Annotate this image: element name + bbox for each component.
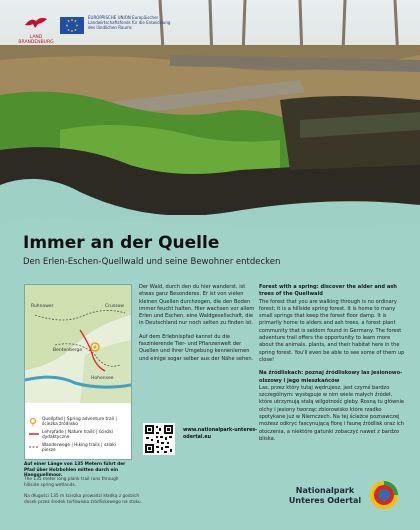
legend-label: Wanderwege | Hiking trails | szlaki piesze <box>42 443 116 453</box>
german-text-column <box>139 284 259 369</box>
trail-map <box>24 284 132 460</box>
eagle-icon <box>23 15 49 29</box>
map-label: Ruhnower <box>31 304 54 309</box>
caption-de: Auf einer Länge von 135 Metern führt der Pfad über Holzbohlen mitten durch ein Hangquellmoor. <box>24 462 126 478</box>
legend-item <box>28 430 128 440</box>
polish-paragraph: Las, przez który tutaj wędrujesz, jest czymś bardzo szczególnym: występuje w nim wiele małych źródeł, które utrzymują stałą wilgotność gleby. Rosną tu głównie olchy i jesiony tworząc zbiorowisko które rzadko spotykane już w Niemczech. Na tej ścieżce poznawczej możesz odkryć fascynującą florę i faunę źródlisk oraz ich otoczenia, a niektóre gatunki zobaczyć nawet z bardzo bliska. <box>259 384 405 442</box>
qr-code[interactable] <box>143 423 175 455</box>
german-paragraph: Auf dem Erlebnispfad kannst du die faszinierende Tier- und Pflanzenwelt der Quellen und ihrer Umgebung kennenlernen und einige sogar selber aus der Nähe sehen. <box>139 333 254 362</box>
brandenburg-label: LAND BRANDENBURG <box>18 35 54 45</box>
website-link[interactable]: www.nationalpark-unteres-odertal.eu <box>183 428 258 440</box>
eu-label: EUROPÄISCHE UNION Europäischer Landwirtschaftsfonds für die Entwicklung des ländlichen Raums <box>88 15 171 30</box>
map-graphic <box>25 285 131 403</box>
red-line-icon <box>29 431 39 437</box>
park-name: Nationalpark Unteres Odertal <box>288 486 362 505</box>
map-label: Hohensee <box>91 376 114 381</box>
page-subtitle: Den Erlen-Eschen-Quellwald und seine Bewohner entdecken <box>23 257 281 267</box>
legend-item <box>28 417 128 427</box>
map-label: Crussow <box>105 304 124 309</box>
map-legend <box>28 417 128 456</box>
page-title: Immer an der Quelle <box>23 233 220 253</box>
german-paragraph: Der Wald, durch den du hier wanderst, ist etwas ganz Besonderes. Er ist von vielen kleinen Quellen durchzogen, die den Boden immer feucht halten. Hier wachsen vor allem Erlen und Eschen, eine Waldgesellschaft, die in Deutschland nur noch selten zu finden ist. <box>139 284 255 327</box>
national-park-logo <box>369 480 399 510</box>
eu-flag-icon <box>60 17 84 34</box>
legend-label: Lehrpfade | Nature trails | ścieżki dydaktyczne <box>42 430 114 440</box>
legend-label: Quellpfad | Spring adventure trail | ścieżka źródlisko <box>42 417 117 427</box>
legend-item <box>28 443 128 453</box>
map-label: Bentenberge <box>53 348 83 353</box>
pin-icon <box>29 418 37 426</box>
english-heading: Forest with a spring: discover the alder and ash trees of the Quellwald <box>259 284 397 298</box>
polish-heading: Na źródliskach: poznaj źródliskowy las jesionowo-olszowy i jego mieszkańców <box>259 370 403 384</box>
english-paragraph: The forest that you are walking through is no ordinary forest; it is a hillside spring forest. It is home to many small springs that keep the forest floor damp. It is primarily home to alders and ash trees, a forest plant community that is seldom found in Germany. The forest adventure trail offers the opportunity to learn more about the animals, plants, and their habitat here in the spring forest. You'll even be able to see some of them up close! <box>259 298 405 363</box>
dashed-line-icon <box>29 444 39 450</box>
caption-pl: Na długości 135 m ścieżka prowadzi kładką z godzich desek przez środek torfowiska źródliskowego na stoku. <box>24 494 142 505</box>
caption-en: The 135 meter long plank trail runs through hillside spring wetlands. <box>24 477 119 488</box>
brandenburg-logo <box>16 14 56 45</box>
english-polish-text-column <box>259 284 405 449</box>
